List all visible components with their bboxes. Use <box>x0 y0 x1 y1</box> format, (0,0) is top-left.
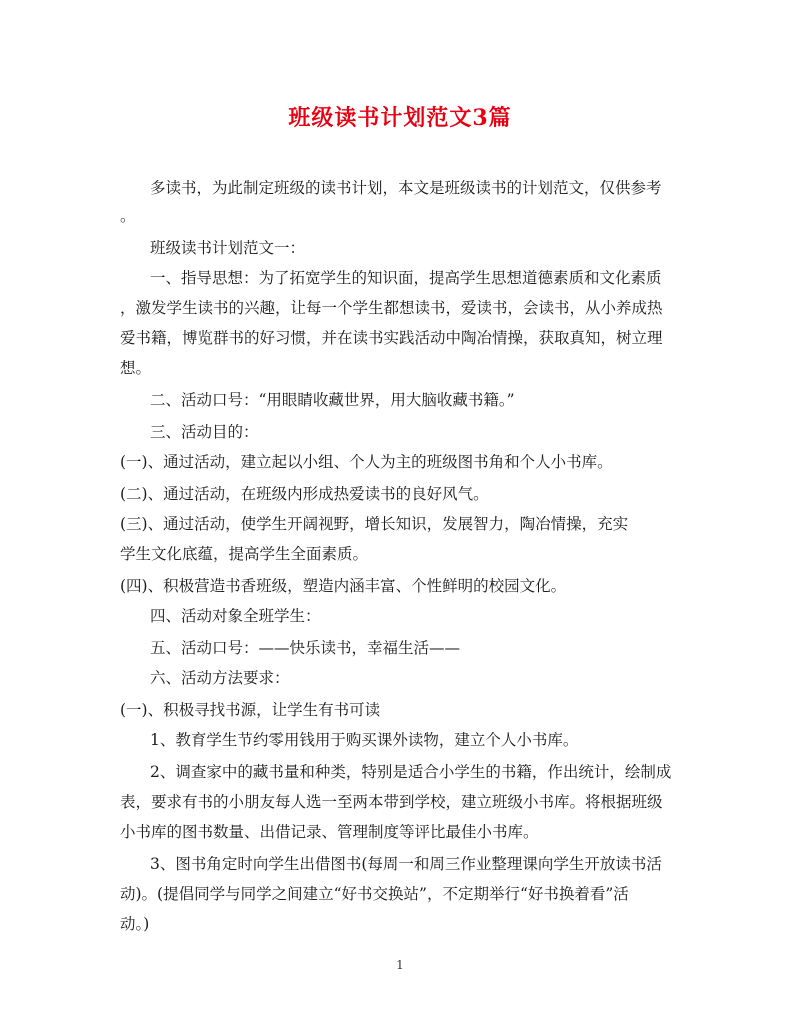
paragraph-line: 小书库的图书数量、出借记录、管理制度等评比最佳小书库。 <box>120 823 539 841</box>
paragraph-line: (三)、通过活动，使学生开阔视野，增长知识，发展智力，陶冶情操，充实 <box>120 515 629 533</box>
paragraph-line: 1、教育学生节约零用钱用于购买课外读物，建立个人小书库。 <box>150 731 579 749</box>
paragraph-line: (二)、通过活动，在班级内形成热爱读书的良好风气。 <box>120 485 489 503</box>
paragraph-line: 表，要求有书的小朋友每人选一至两本带到学校，建立班级小书库。将根据班级 <box>120 793 663 811</box>
paragraph-line: 四、活动对象全班学生： <box>150 607 321 625</box>
paragraph-line: 动。) <box>120 915 150 933</box>
paragraph-line: 爱书籍，博览群书的好习惯，并在读书实践活动中陶冶情操，获取真知，树立理 <box>120 329 663 347</box>
paragraph-line: 五、活动口号：——快乐读书，幸福生活—— <box>150 639 461 657</box>
paragraph-line: 。 <box>120 207 136 225</box>
paragraph-line: 动)。(提倡同学与同学之间建立“好书交换站”，不定期举行“好书换着看”活 <box>120 885 629 903</box>
paragraph-line: 多读书，为此制定班级的读书计划，本文是班级读书的计划范文，仅供参考 <box>150 179 662 197</box>
paragraph-line: ，激发学生读书的兴趣，让每一个学生都想读书，爱读书，会读书，从小养成热 <box>120 299 663 317</box>
paragraph-line: (一)、积极寻找书源，让学生有书可读 <box>120 701 381 719</box>
paragraph-line: 学生文化底蕴，提高学生全面素质。 <box>120 545 369 563</box>
paragraph-line: 二、活动口号：“用眼睛收藏世界，用大脑收藏书籍。” <box>150 391 515 409</box>
document-title: 班级读书计划范文3篇 <box>288 105 512 131</box>
paragraph-line: 三、活动目的： <box>150 423 259 441</box>
paragraph-line: 2、调查家中的藏书量和种类，特别是适合小学生的书籍，作出统计，绘制成 <box>150 763 672 781</box>
page-number: 1 <box>396 958 404 972</box>
paragraph-line: (四)、积极营造书香班级，塑造内涵丰富、个性鲜明的校园文化。 <box>120 577 567 595</box>
paragraph-line: 六、活动方法要求： <box>150 669 290 687</box>
paragraph-line: 班级读书计划范文一： <box>150 239 306 257</box>
paragraph-line: 3、图书角定时向学生出借图书(每周一和周三作业整理课向学生开放读书活 <box>150 855 662 873</box>
paragraph-line: (一)、通过活动，建立起以小组、个人为主的班级图书角和个人小书库。 <box>120 453 613 471</box>
paragraph-line: 一、指导思想：为了拓宽学生的知识面，提高学生思想道德素质和文化素质 <box>150 269 662 287</box>
paragraph-line: 想。 <box>120 359 152 377</box>
